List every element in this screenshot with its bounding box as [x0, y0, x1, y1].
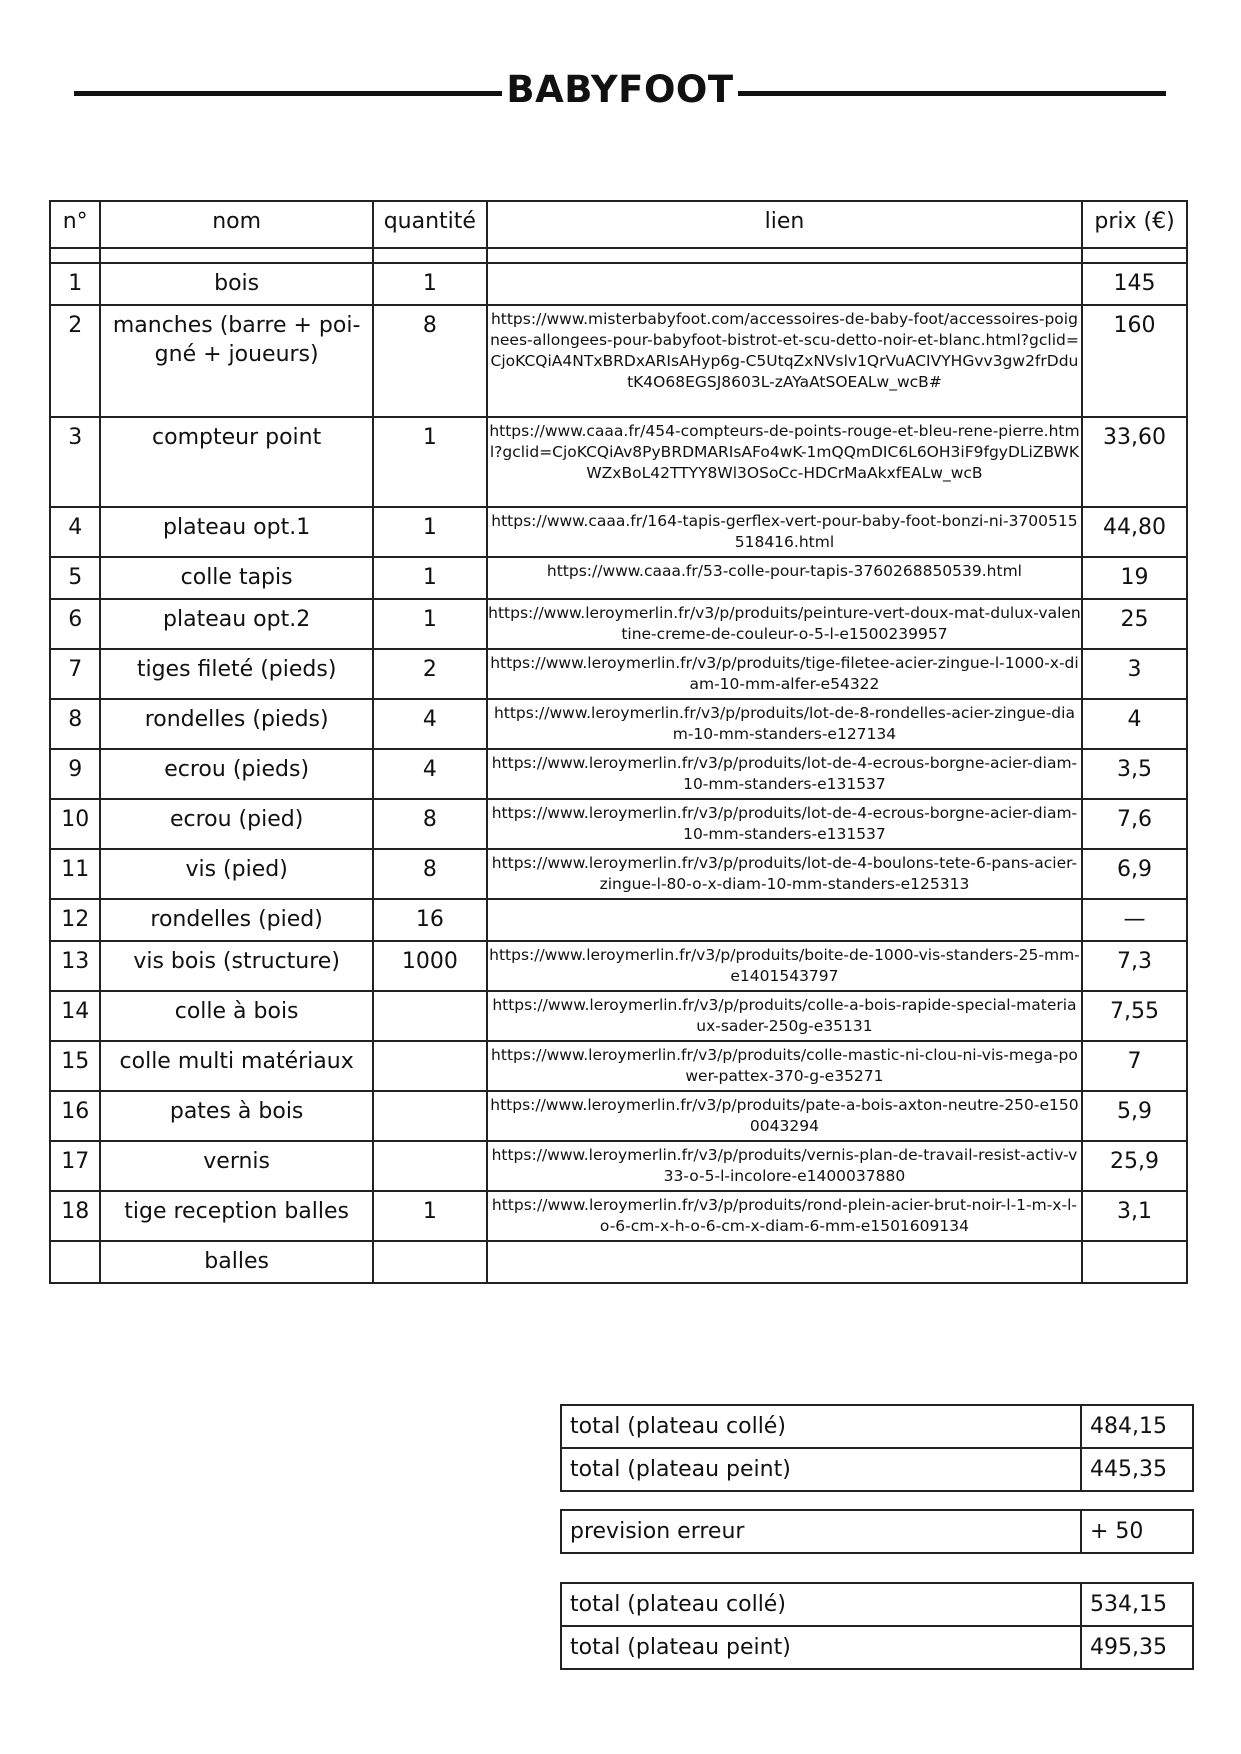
table-row — [50, 599, 1187, 649]
table-row — [50, 849, 1187, 899]
cell-nom: ecrou (pieds) — [100, 749, 372, 799]
title-rule-left — [74, 91, 502, 96]
cell-nom: rondelles (pieds) — [100, 699, 372, 749]
table-row — [50, 1241, 1187, 1283]
cell-lien — [487, 263, 1082, 305]
table-row — [50, 749, 1187, 799]
cell-num: 6 — [50, 599, 100, 649]
cell-lien: https://www.caaa.fr/164-tapis-gerflex-vert-pour-baby-foot-bonzi-ni-3700515518416.html — [487, 507, 1082, 557]
table-row — [50, 941, 1187, 991]
cell-nom: plateau opt.1 — [100, 507, 372, 557]
cell-nom: rondelles (pied) — [100, 899, 372, 941]
cell-quantite: 8 — [373, 305, 487, 417]
table-row — [50, 557, 1187, 599]
cell-prix: 7 — [1082, 1041, 1187, 1091]
table-row — [50, 1091, 1187, 1141]
cell-lien — [487, 899, 1082, 941]
cell-num: 4 — [50, 507, 100, 557]
cell-prix: 145 — [1082, 263, 1187, 305]
header-lien: lien — [487, 201, 1082, 248]
table-row — [50, 305, 1187, 417]
cell-nom: bois — [100, 263, 372, 305]
total-label: total (plateau collé) — [561, 1405, 1081, 1448]
header-quantite: quantité — [373, 201, 487, 248]
totals-row — [561, 1405, 1193, 1448]
totals-row — [561, 1448, 1193, 1491]
cell-lien: https://www.leroymerlin.fr/v3/p/produits/colle-a-bois-rapide-special-materiaux-sader-250g-e35131 — [487, 991, 1082, 1041]
header-nom: nom — [100, 201, 372, 248]
cell-nom: balles — [100, 1241, 372, 1283]
cell-prix: 160 — [1082, 305, 1187, 417]
table-row — [50, 1191, 1187, 1241]
cell-prix: 4 — [1082, 699, 1187, 749]
total-label: total (plateau peint) — [561, 1626, 1081, 1669]
cell-num: 10 — [50, 799, 100, 849]
cell-num: 15 — [50, 1041, 100, 1091]
cell-num: 8 — [50, 699, 100, 749]
cell-nom: manches (barre + poi- gné + joueurs) — [100, 305, 372, 417]
table-row — [50, 1141, 1187, 1191]
cell-lien: https://www.caaa.fr/53-colle-pour-tapis-3760268850539.html — [487, 557, 1082, 599]
cell-quantite — [373, 1091, 487, 1141]
cell-lien: https://www.leroymerlin.fr/v3/p/produits/lot-de-4-boulons-tete-6-pans-acier-zingue-l-80-o-x-diam-10-mm-standers-e125313 — [487, 849, 1082, 899]
parts-table — [49, 200, 1188, 1284]
cell-quantite: 8 — [373, 849, 487, 899]
cell-nom: vernis — [100, 1141, 372, 1191]
cell-nom: vis bois (structure) — [100, 941, 372, 991]
cell-prix: 5,9 — [1082, 1091, 1187, 1141]
cell-lien: https://www.leroymerlin.fr/v3/p/produits/lot-de-4-ecrous-borgne-acier-diam-10-mm-standers-e131537 — [487, 799, 1082, 849]
cell-prix: 25,9 — [1082, 1141, 1187, 1191]
cell-lien — [487, 1241, 1082, 1283]
table-row — [50, 417, 1187, 507]
cell-num: 13 — [50, 941, 100, 991]
cell-nom: colle à bois — [100, 991, 372, 1041]
totals-row — [561, 1583, 1193, 1626]
total-value: 484,15 — [1081, 1405, 1193, 1448]
total-label: total (plateau collé) — [561, 1583, 1081, 1626]
page-title: BABYFOOT — [506, 68, 734, 111]
cell-quantite: 8 — [373, 799, 487, 849]
cell-quantite — [373, 1141, 487, 1191]
cell-num — [50, 1241, 100, 1283]
cell-lien: https://www.leroymerlin.fr/v3/p/produits/lot-de-4-ecrous-borgne-acier-diam-10-mm-standers-e131537 — [487, 749, 1082, 799]
cell-num: 12 — [50, 899, 100, 941]
cell-num: 16 — [50, 1091, 100, 1141]
cell-quantite: 1 — [373, 507, 487, 557]
cell-num: 3 — [50, 417, 100, 507]
prevision-table — [560, 1509, 1194, 1554]
cell-num: 2 — [50, 305, 100, 417]
table-row — [50, 649, 1187, 699]
parts-table-body — [50, 201, 1187, 1283]
cell-num: 9 — [50, 749, 100, 799]
cell-quantite: 16 — [373, 899, 487, 941]
cell-prix: 3,1 — [1082, 1191, 1187, 1241]
cell-quantite: 4 — [373, 699, 487, 749]
cell-nom: tige reception balles — [100, 1191, 372, 1241]
cell-lien: https://www.leroymerlin.fr/v3/p/produits/vernis-plan-de-travail-resist-activ-v33-o-5-l-incolore-e1400037880 — [487, 1141, 1082, 1191]
cell-quantite: 1 — [373, 1191, 487, 1241]
total-label: total (plateau peint) — [561, 1448, 1081, 1491]
cell-prix: 44,80 — [1082, 507, 1187, 557]
cell-quantite: 1000 — [373, 941, 487, 991]
cell-num: 1 — [50, 263, 100, 305]
cell-lien: https://www.leroymerlin.fr/v3/p/produits/tige-filetee-acier-zingue-l-1000-x-diam-10-mm-alfer-e54322 — [487, 649, 1082, 699]
cell-quantite — [373, 991, 487, 1041]
title-rule-right — [738, 91, 1166, 96]
cell-prix: 7,55 — [1082, 991, 1187, 1041]
prevision-value: + 50 — [1081, 1510, 1193, 1553]
cell-nom: vis (pied) — [100, 849, 372, 899]
cell-nom: tiges fileté (pieds) — [100, 649, 372, 699]
cell-nom: pates à bois — [100, 1091, 372, 1141]
total-value: 534,15 — [1081, 1583, 1193, 1626]
cell-lien: https://www.leroymerlin.fr/v3/p/produits/lot-de-8-rondelles-acier-zingue-diam-10-mm-standers-e127134 — [487, 699, 1082, 749]
prevision-label: prevision erreur — [561, 1510, 1081, 1553]
cell-num: 5 — [50, 557, 100, 599]
cell-num: 14 — [50, 991, 100, 1041]
table-header-row — [50, 201, 1187, 248]
cell-lien: https://www.caaa.fr/454-compteurs-de-points-rouge-et-bleu-rene-pierre.html?gclid=CjoKCQiAv8PyBRDMARIsAFo4wK-1mQQmDIC6L6OH3iF9fgyDLiZBWKWZxBoL42TTYY8Wl3OSoCc-HDCrMaAkxfEALw_wcB — [487, 417, 1082, 507]
cell-quantite: 1 — [373, 599, 487, 649]
total-value: 495,35 — [1081, 1626, 1193, 1669]
totals-table-2 — [560, 1582, 1194, 1670]
header-num: n° — [50, 201, 100, 248]
cell-quantite — [373, 1241, 487, 1283]
totals-row — [561, 1626, 1193, 1669]
cell-nom: compteur point — [100, 417, 372, 507]
cell-prix: 6,9 — [1082, 849, 1187, 899]
cell-quantite: 1 — [373, 557, 487, 599]
cell-lien: https://www.misterbabyfoot.com/accessoires-de-baby-foot/accessoires-poignees-allongees-pour-babyfoot-bistrot-et-scu-detto-noir-et-blanc.html?gclid=CjoKCQiA4NTxBRDxARIsAHyp6g-C5UtqZxNVslv1QrVuACIVYHGvv3gw2frDdutK4O68EGSJ8603L-zAYaAtSOEALw_wcB# — [487, 305, 1082, 417]
cell-prix: 25 — [1082, 599, 1187, 649]
table-row — [50, 899, 1187, 941]
cell-nom: ecrou (pied) — [100, 799, 372, 849]
cell-num: 11 — [50, 849, 100, 899]
cell-prix: 7,3 — [1082, 941, 1187, 991]
cell-lien: https://www.leroymerlin.fr/v3/p/produits/boite-de-1000-vis-standers-25-mm-e1401543797 — [487, 941, 1082, 991]
cell-prix: 3,5 — [1082, 749, 1187, 799]
cell-lien: https://www.leroymerlin.fr/v3/p/produits/peinture-vert-doux-mat-dulux-valentine-creme-de-couleur-o-5-l-e1500239957 — [487, 599, 1082, 649]
cell-nom: colle tapis — [100, 557, 372, 599]
table-row — [50, 799, 1187, 849]
cell-lien: https://www.leroymerlin.fr/v3/p/produits/pate-a-bois-axton-neutre-250-e1500043294 — [487, 1091, 1082, 1141]
header-spacer-row — [50, 248, 1187, 263]
cell-quantite: 2 — [373, 649, 487, 699]
cell-num: 18 — [50, 1191, 100, 1241]
cell-prix: — — [1082, 899, 1187, 941]
table-row — [50, 263, 1187, 305]
table-row — [50, 507, 1187, 557]
cell-lien: https://www.leroymerlin.fr/v3/p/produits/rond-plein-acier-brut-noir-l-1-m-x-l-o-6-cm-x-h-o-6-cm-x-diam-6-mm-e1501609134 — [487, 1191, 1082, 1241]
cell-quantite: 1 — [373, 417, 487, 507]
cell-num: 17 — [50, 1141, 100, 1191]
cell-quantite: 4 — [373, 749, 487, 799]
title-row — [74, 62, 1166, 122]
cell-quantite: 1 — [373, 263, 487, 305]
table-row — [50, 1041, 1187, 1091]
table-row — [50, 699, 1187, 749]
table-row — [50, 991, 1187, 1041]
cell-prix: 7,6 — [1082, 799, 1187, 849]
totals-table-1 — [560, 1404, 1194, 1492]
cell-prix — [1082, 1241, 1187, 1283]
cell-prix: 3 — [1082, 649, 1187, 699]
header-prix: prix (€) — [1082, 201, 1187, 248]
cell-prix: 33,60 — [1082, 417, 1187, 507]
total-value: 445,35 — [1081, 1448, 1193, 1491]
cell-quantite — [373, 1041, 487, 1091]
cell-nom: plateau opt.2 — [100, 599, 372, 649]
cell-nom: colle multi matériaux — [100, 1041, 372, 1091]
cell-num: 7 — [50, 649, 100, 699]
cell-prix: 19 — [1082, 557, 1187, 599]
cell-lien: https://www.leroymerlin.fr/v3/p/produits/colle-mastic-ni-clou-ni-vis-mega-power-pattex-370-g-e35271 — [487, 1041, 1082, 1091]
prevision-row — [561, 1510, 1193, 1553]
